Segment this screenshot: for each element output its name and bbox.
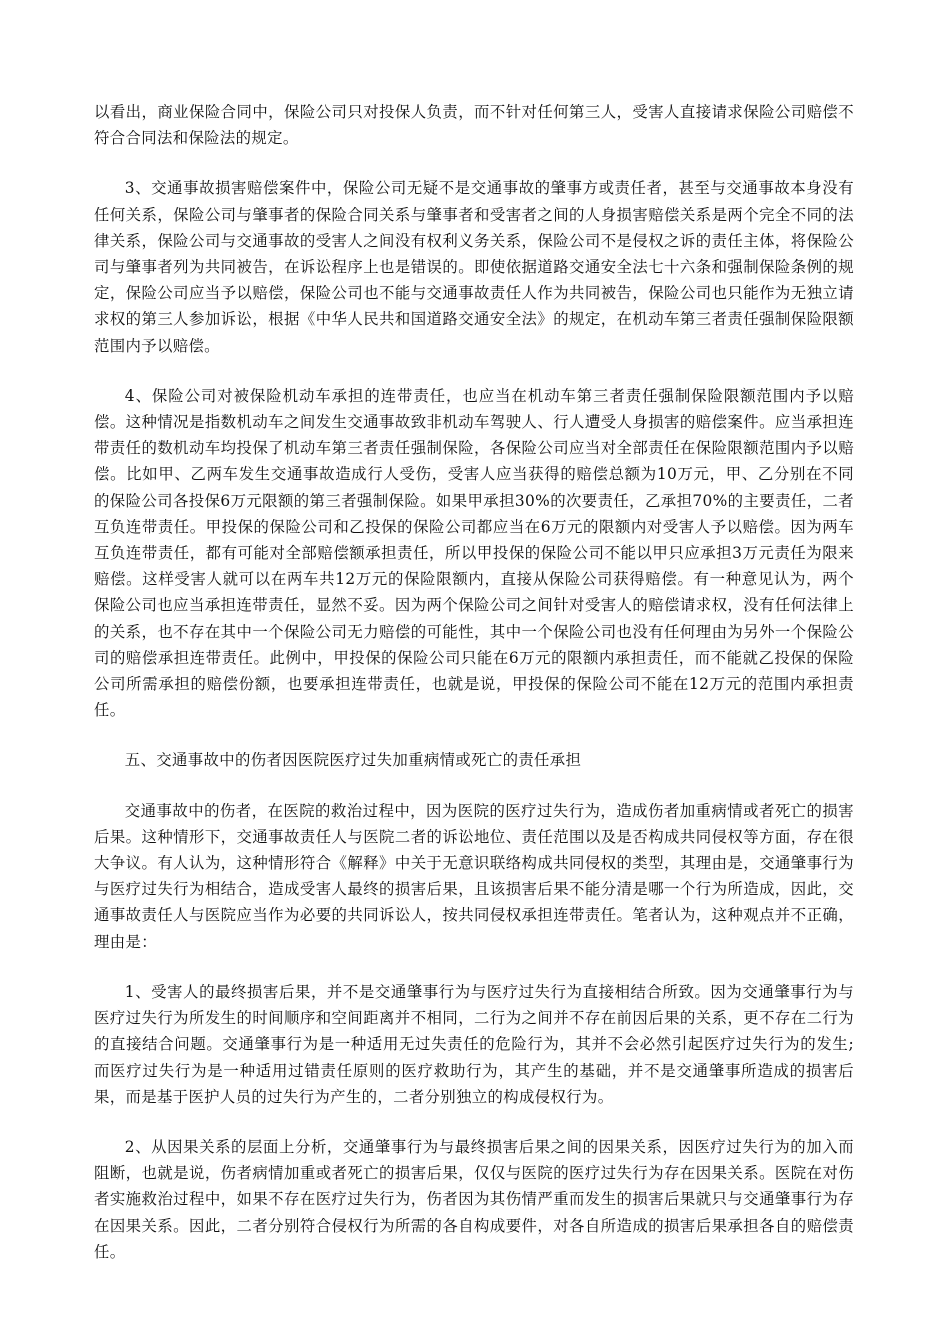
paragraph-intro-5: 交通事故中的伤者，在医院的救治过程中，因为医院的医疗过失行为，造成伤者加重病情或者死亡的损害后果。这种情形下，交通事故责任人与医院二者的诉讼地位、责任范围以及是否构成共同侵权等方面，存在很大争议。有人认为，这种情形符合《解释》中关于无意识联络构成共同侵权的类型，其理由是，交通肇事行为与医疗过失行为相结合，造成受害人最终的损害后果，且该损害后果不能分清是哪一个行为所造成，因此，交通事故责任人与医院应当作为必要的共同诉讼人，按共同侵权承担连带责任。笔者认为，这种观点并不正确，理由是： xyxy=(94,801,854,951)
section-heading-5: 五、交通事故中的伤者因医院医疗过失加重病情或死亡的责任承担 xyxy=(124,751,582,770)
paragraph-reason-2: 2、从因果关系的层面上分析，交通肇事行为与最终损害后果之间的因果关系，因医疗过失行为的加入而阻断，也就是说，伤者病情加重或者死亡的损害后果，仅仅与医院的医疗过失行为存在因果关系。医院在对伤者实施救治过程中，如果不存在医疗过失行为，伤者因为其伤情严重而发生的损害后果就只与交通肇事行为存在因果关系。因此，二者分别符合侵权行为所需的各自构成要件，对各自所造成的损害后果承担各自的赔偿责任。 xyxy=(94,1137,854,1261)
paragraph-point-3: 3、交通事故损害赔偿案件中，保险公司无疑不是交通事故的肇事方或责任者，甚至与交通事故本身没有任何关系，保险公司与肇事者的保险合同关系与肇事者和受害者之间的人身损害赔偿关系是两个完全不同的法律关系，保险公司与交通事故的受害人之间没有权利义务关系，保险公司不是侵权之诉的责任主体，将保险公司与肇事者列为共同被告，在诉讼程序上也是错误的。即使依据道路交通安全法七十六条和强制保险条例的规定，保险公司应当予以赔偿，保险公司也不能与交通事故责任人作为共同被告，保险公司也只能作为无独立请求权的第三人参加诉讼，根据《中华人民共和国道路交通安全法》的规定，在机动车第三者责任强制保险限额范围内予以赔偿。 xyxy=(94,179,854,355)
document-page xyxy=(94,99,854,1289)
paragraph-reason-1: 1、受害人的最终损害后果，并不是交通肇事行为与医疗过失行为直接相结合所致。因为交通肇事行为与医疗过失行为所发生的时间顺序和空间距离并不相同，二行为之间并不存在前因后果的关系，更不存在二行为的直接结合问题。交通肇事行为是一种适用无过失责任的危险行为，其并不会必然引起医疗过失行为的发生;而医疗过失行为是一种适用过错责任原则的医疗救助行为，其产生的基础，并不是交通肇事所造成的损害后果，而是基于医护人员的过失行为产生的，二者分别独立的构成侵权行为。 xyxy=(94,982,854,1106)
paragraph-point-4: 4、保险公司对被保险机动车承担的连带责任，也应当在机动车第三者责任强制保险限额范围内予以赔偿。这种情况是指数机动车之间发生交通事故致非机动车驾驶人、行人遭受人身损害的赔偿案件。应当承担连带责任的数机动车均投保了机动车第三者责任强制保险，各保险公司应当对全部责任在保险限额范围内予以赔偿。比如甲、乙两车发生交通事故造成行人受伤，受害人应当获得的赔偿总额为10万元，甲、乙分别在不同的保险公司各投保6万元限额的第三者强制保险。如果甲承担30%的次要责任，乙承担70%的主要责任，二者互负连带责任。甲投保的保险公司和乙投保的保险公司都应当在6万元的限额内对受害人予以赔偿。因为两车互负连带责任，都有可能对全部赔偿额承担责任，所以甲投保的保险公司不能以甲只应承担3万元责任为限来赔偿。这样受害人就可以在两车共12万元的保险限额内，直接从保险公司获得赔偿。有一种意见认为，两个保险公司也应当承担连带责任，显然不妥。因为两个保险公司之间针对受害人的赔偿请求权，没有任何法律上的关系，也不存在其中一个保险公司无力赔偿的可能性，其中一个保险公司也没有任何理由为另外一个保险公司的赔偿承担连带责任。此例中，甲投保的保险公司只能在6万元的限额内承担责任，而不能就乙投保的保险公司所需承担的赔偿份额，也要承担连带责任，也就是说，甲投保的保险公司不能在12万元的范围内承担责任。 xyxy=(94,386,854,720)
paragraph-continued: 以看出，商业保险合同中，保险公司只对投保人负责，而不针对任何第三人，受害人直接请求保险公司赔偿不符合合同法和保险法的规定。 xyxy=(94,103,854,148)
